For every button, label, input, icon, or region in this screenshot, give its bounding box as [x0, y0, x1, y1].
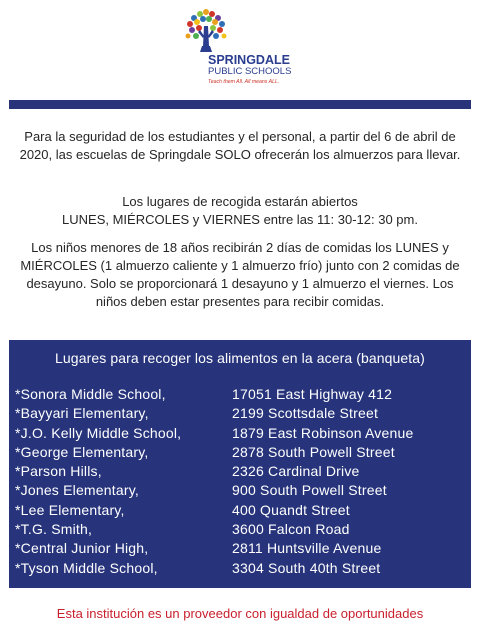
site-name: *Sonora Middle School,: [15, 386, 166, 402]
list-item: [15, 481, 469, 500]
site-name: *T.G. Smith,: [15, 521, 93, 538]
list-item: [15, 462, 469, 481]
notice-paragraph-3: Los niños menores de 18 años recibirán 2 días de comidas los LUNES y MIÉRCOLES (1 almuerzo caliente y 1 almuerzo frío) junto con 2 comidas de desayuno. Solo se proporcionará 1 desayuno y 1 almuerzo el viernes. Los niños deben estar presentes para recibir comidas.: [20, 240, 460, 309]
site-address: 17051 East Highway 412: [232, 386, 393, 402]
list-item: [15, 501, 469, 520]
site-address: 2326 Cardinal Drive: [232, 463, 360, 480]
pickup-sites-panel: [9, 340, 471, 588]
pickup-sites-title: Lugares para recoger los alimentos en la acera (banqueta): [55, 350, 425, 366]
site-address: 3600 Falcon Road: [232, 521, 350, 538]
list-item: [15, 404, 469, 423]
pickup-schedule-line-1: Los lugares de recogida estarán abiertos: [122, 194, 358, 209]
logo-tagline: Teach them All. All means ALL.: [208, 79, 280, 85]
site-name: *Parson Hills,: [15, 463, 102, 480]
site-name: *Jones Elementary,: [15, 482, 139, 499]
list-item: [15, 385, 469, 404]
site-address: 1879 East Robinson Avenue: [232, 424, 414, 441]
list-item: [15, 520, 469, 539]
pickup-schedule-line-2: LUNES, MIÉRCOLES y VIERNES entre las 11: 30-12: 30 pm.: [62, 212, 418, 227]
tree-logo-graphic: [176, 8, 300, 90]
springdale-logo: [176, 8, 300, 90]
site-name: *Central Junior High,: [15, 540, 149, 557]
site-name: *J.O. Kelly Middle School,: [15, 424, 182, 441]
logo-name-line1: SPRINGDALE: [208, 53, 290, 67]
notice-paragraph-1: Para la seguridad de los estudiantes y el personal, a partir del 6 de abril de 2020, las escuelas de Springdale SOLO ofrecerán los almuerzos para llevar.: [19, 129, 461, 162]
site-address: 2811 Huntsville Avenue: [232, 540, 382, 557]
pickup-sites-list: [15, 385, 469, 578]
list-item: [15, 539, 469, 558]
site-name: *Bayyari Elementary,: [15, 405, 149, 422]
site-name: *Lee Elementary,: [15, 501, 125, 518]
site-address: 3304 South 40th Street: [232, 559, 381, 576]
site-name: *Tyson Middle School,: [15, 559, 158, 576]
list-item: [15, 559, 469, 578]
site-address: 900 South Powell Street: [232, 482, 387, 499]
header-divider: [9, 100, 471, 109]
site-name: *George Elementary,: [15, 443, 149, 460]
equal-opportunity-footer: Esta institución es un proveedor con igualdad de oportunidades: [56, 606, 424, 621]
site-address: 400 Quandt Street: [232, 501, 350, 518]
logo-name-line2: PUBLIC SCHOOLS: [208, 66, 292, 77]
list-item: [15, 424, 469, 443]
site-address: 2878 South Powell Street: [232, 443, 395, 460]
list-item: [15, 443, 469, 462]
notice-paragraph-2: [14, 193, 466, 229]
site-address: 2199 Scottsdale Street: [232, 405, 379, 422]
